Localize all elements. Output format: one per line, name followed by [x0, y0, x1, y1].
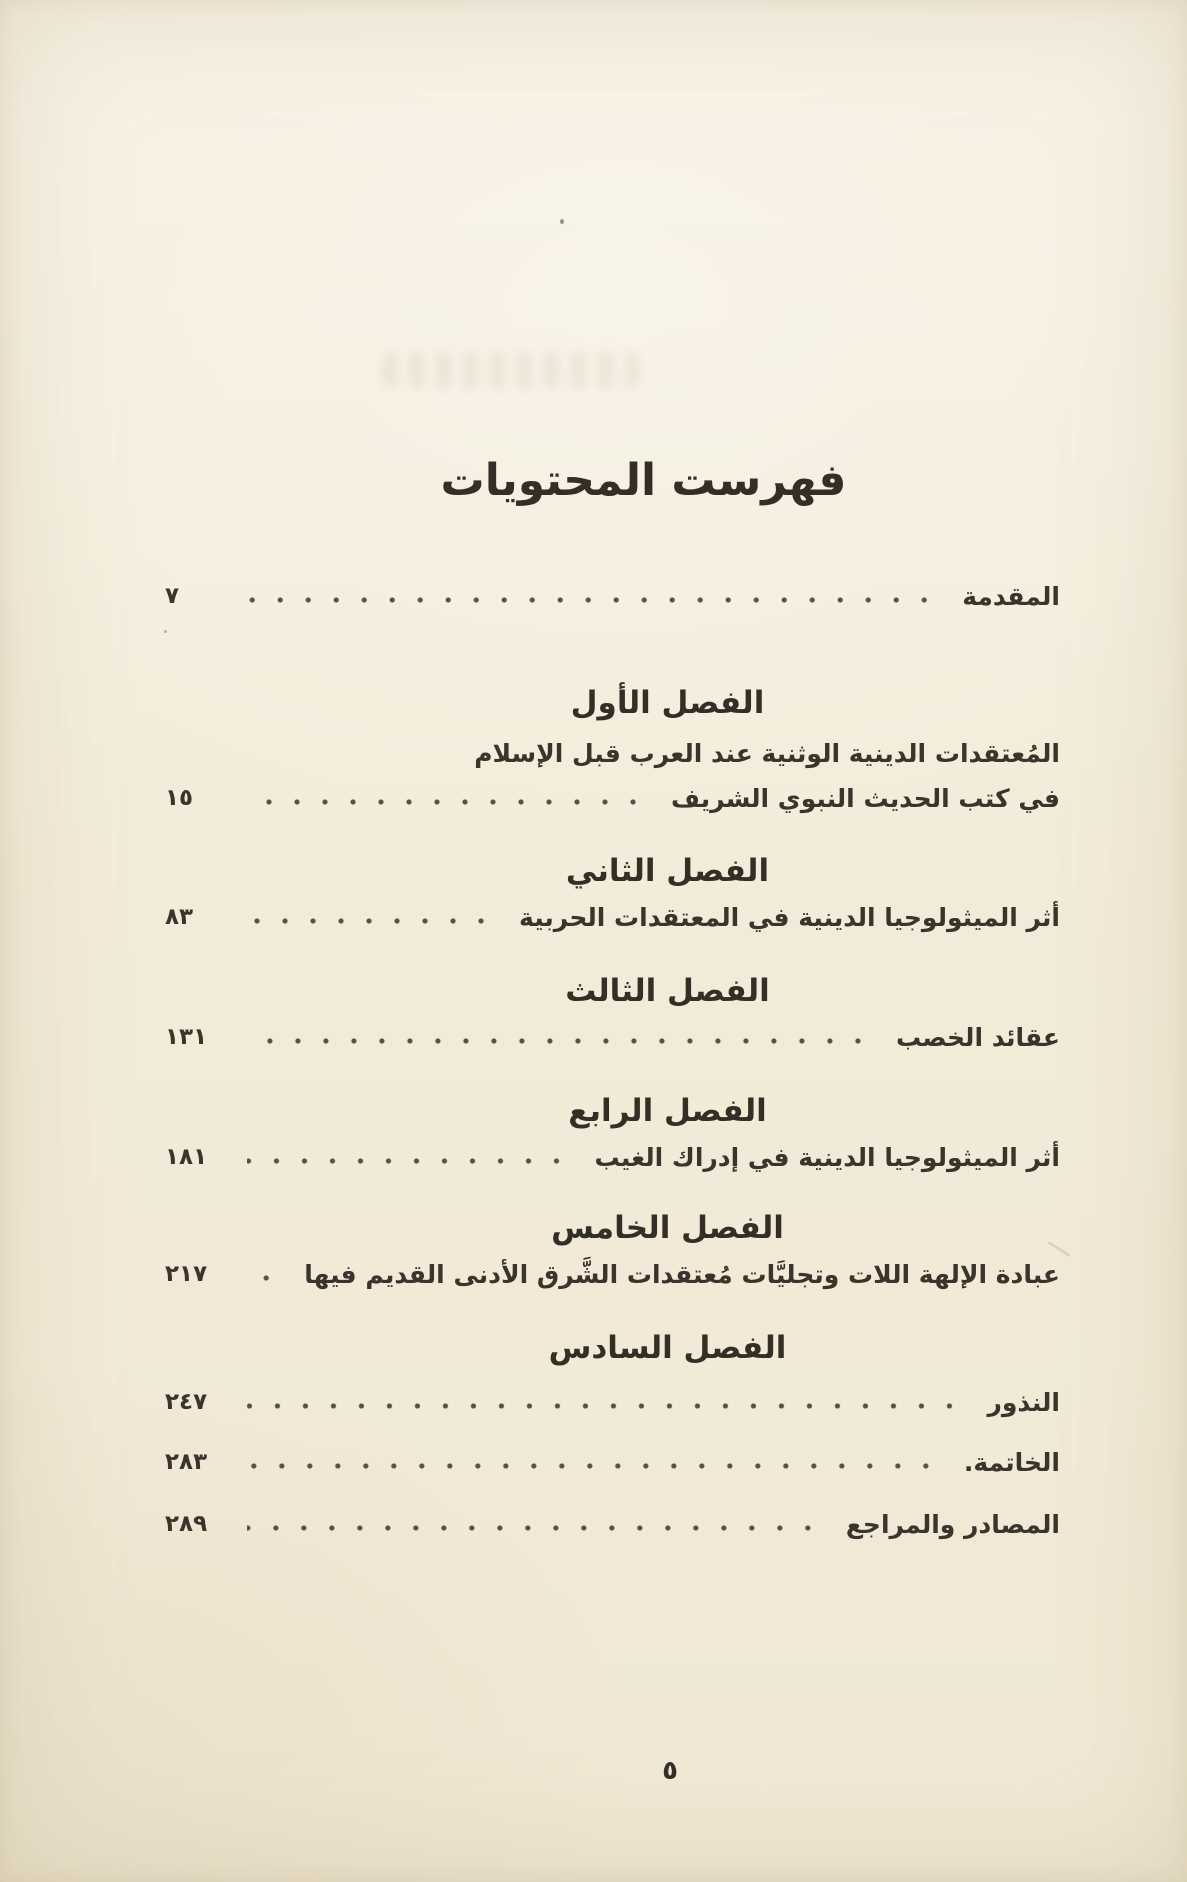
- chapter-heading: الفصل الثاني: [565, 853, 770, 889]
- toc-entry: [165, 1508, 1060, 1542]
- toc-entry: [165, 1258, 1060, 1292]
- toc-entry-title: عبادة الإلهة اللات وتجليَّات مُعتقدات الشَّرق الأدنى القديم فيها: [304, 1260, 1060, 1289]
- toc-entry-title: أثر الميثولوجيا الدينية في إدراك الغيب: [594, 1143, 1060, 1172]
- chapter-heading: الفصل الخامس: [551, 1210, 784, 1246]
- dot-leader: [247, 798, 657, 806]
- chapter-heading: الفصل الثالث: [565, 973, 770, 1009]
- toc-entry: [165, 1021, 1060, 1055]
- folio-page-number: ٥: [662, 1756, 678, 1786]
- toc-entry-title: المصادر والمراجع: [845, 1510, 1060, 1539]
- dot-leader: [247, 1037, 882, 1045]
- page-title: فهرست المحتويات: [440, 455, 847, 506]
- dot-leader: [247, 1274, 290, 1282]
- toc-entry: [165, 1446, 1060, 1480]
- toc-entry-page-number: ٢١٧: [165, 1261, 208, 1288]
- chapter-heading: الفصل السادس: [548, 1330, 787, 1366]
- toc-entry: [165, 782, 1060, 816]
- dot-leader: [247, 1402, 973, 1410]
- toc-entry-title: في كتب الحديث النبوي الشريف: [670, 784, 1060, 813]
- toc-entry: [165, 1386, 1060, 1420]
- chapter-heading: الفصل الأول: [570, 685, 765, 721]
- toc-entry-title: أثر الميثولوجيا الدينية في المعتقدات الحربية: [519, 903, 1060, 932]
- toc-entry-title: النذور: [987, 1388, 1060, 1417]
- toc-entry: [165, 901, 1060, 935]
- toc-entry-page-number: ٢٨٣: [165, 1449, 208, 1476]
- toc-entry-page-number: ٨٣: [165, 904, 194, 931]
- toc-entry: [165, 580, 1060, 614]
- toc-entry-page-number: ١٣١: [165, 1024, 208, 1051]
- toc-entry-page-number: ٧: [165, 583, 180, 610]
- dot-leader: [247, 1524, 832, 1532]
- toc-entry-page-number: ٢٤٧: [165, 1389, 208, 1416]
- chapter-heading: الفصل الرابع: [568, 1093, 767, 1129]
- toc-entry-page-number: ٢٨٩: [165, 1511, 208, 1538]
- toc-entry-title: عقائد الخصب: [895, 1023, 1060, 1052]
- toc-entry: [165, 1141, 1060, 1175]
- toc-entry-title-line: المُعتقدات الدينية الوثنية عند العرب قبل الإسلام: [474, 739, 1060, 768]
- dot-leader: [247, 596, 948, 604]
- toc-entry-title: المقدمة: [962, 582, 1060, 611]
- toc-entry-page-number: ١٥: [165, 785, 194, 812]
- table-of-contents: [165, 0, 1060, 1882]
- dot-leader: [247, 1157, 580, 1165]
- toc-entry-title: الخاتمة.: [963, 1448, 1060, 1477]
- toc-entry-page-number: ١٨١: [165, 1144, 208, 1171]
- dot-leader: [247, 1462, 950, 1470]
- dot-leader: [247, 917, 505, 925]
